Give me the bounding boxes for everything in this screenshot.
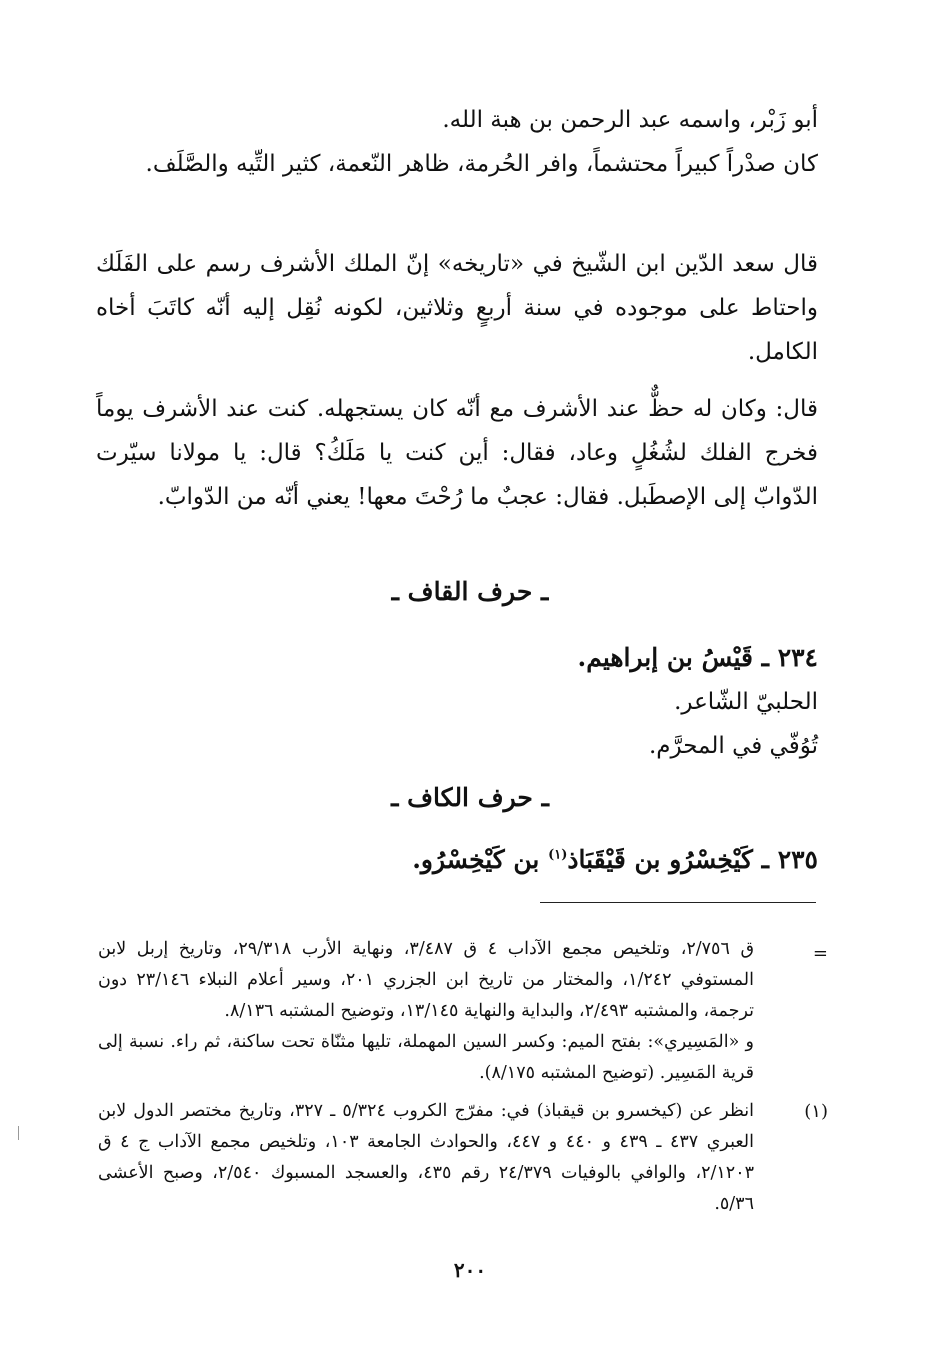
footnote-1: انظر عن (كيخسرو بن قيقباذ) في: مفرّج الكروب ٥/٣٢٤ ـ ٣٢٧، وتاريخ مختصر الدول لابن العبري ٤٣٧ ـ ٤٣٩ و ٤٤٠ و ٤٤٧، والحوادث الجامعة ١٠٣، وتلخيص مجمع الآداب ج ٤ ق ٢/١٢٠٣، والوافي بالوفيات ٢٤/٣٧٩ رقم ٤٣٥، والعسجد المسبوك ٢/٥٤٠، وصبح الأعشى ٥/٣٦. <box>98 1101 754 1214</box>
paragraph-falak-arrest: قال سعد الدّين ابن الشّيخ في «تاريخه» إنّ الملك الأشرف رسم على الفَلَك واحتاط على موجوده في سنة أربعٍ وثلاثين، لكونه نُقِل إليه أنّه كاتَبَ أخاه الكامل. <box>96 251 818 365</box>
entry-235-title-rest: بن كَيْخِسْرُو. <box>412 845 549 874</box>
entry-235-title <box>98 838 818 882</box>
entry-235-title-name: ٢٣٥ ـ كَيْخِسْرُو بن قَيْقَبَاذ <box>567 845 818 874</box>
intro-line-2: كان صدْراً كبيراً محتشماً، وافر الحُرمة، ظاهر النّعمة، كثير التِّيه والصَّلَف. <box>145 151 818 177</box>
entry-234-line-2: تُوُفّي في المحرَّم. <box>648 733 818 759</box>
entry-234-line-1: الحلبيّ الشّاعر. <box>674 689 818 715</box>
footnote-continuation-marker: = <box>812 943 828 964</box>
footnote-separator <box>540 902 816 903</box>
footnote-1-marker: (١) <box>804 1101 828 1122</box>
footnote-continuation-2: و «المَسِيري»: بفتح الميم: وكسر السين المهملة، تليها مثنّاة تحت ساكنة، ثم راء. نسبة إلى قرية المَسِير. (توضيح المشتبه ٨/١٧٥). <box>98 1032 754 1083</box>
scan-mark <box>18 1126 19 1140</box>
paragraph-falak-anecdote: قال: وكان له حظٌّ عند الأشرف مع أنّه كان يستجهله. كنت عند الأشرف يوماً فخرج الفلك لشُغُلٍ وعاد، فقال: أين كنت يا مَلَكُ؟ قال: يا مولانا سيّرت الدّوابّ إلى الإصطَبل. فقال: عجبٌ ما رُحْتَ معها! يعني أنّه من الدّوابّ. <box>96 396 818 510</box>
intro-line-1: أبو زَبْر، واسمه عبد الرحمن بن هبة الله. <box>442 107 818 133</box>
section-heading-qaf: ـ حرف القاف ـ <box>391 577 549 606</box>
section-heading-kaf: ـ حرف الكاف ـ <box>391 783 549 812</box>
footnote-continuation: ق ٢/٧٥٦، وتلخيص مجمع الآداب ٤ ق ٣/٤٨٧، ونهاية الأرب ٢٩/٣١٨، وتاريخ إربل لابن المستوفي ١/٢٤٢، والمختار من تاريخ ابن الجزري ٢٠١، وسير أعلام النبلاء ٢٣/١٤٦ دون ترجمة، والمشتبه ٢/٤٩٣، والبداية والنهاية ١٣/١٤٥، وتوضيح المشتبه ٨/١٣٦. <box>98 939 755 1021</box>
page-number: ٢٠٠ <box>453 1258 487 1282</box>
footnote-reference: (١) <box>548 847 568 863</box>
entry-234-title: ٢٣٤ ـ قَيْسُ بن إبراهيم. <box>577 643 818 672</box>
